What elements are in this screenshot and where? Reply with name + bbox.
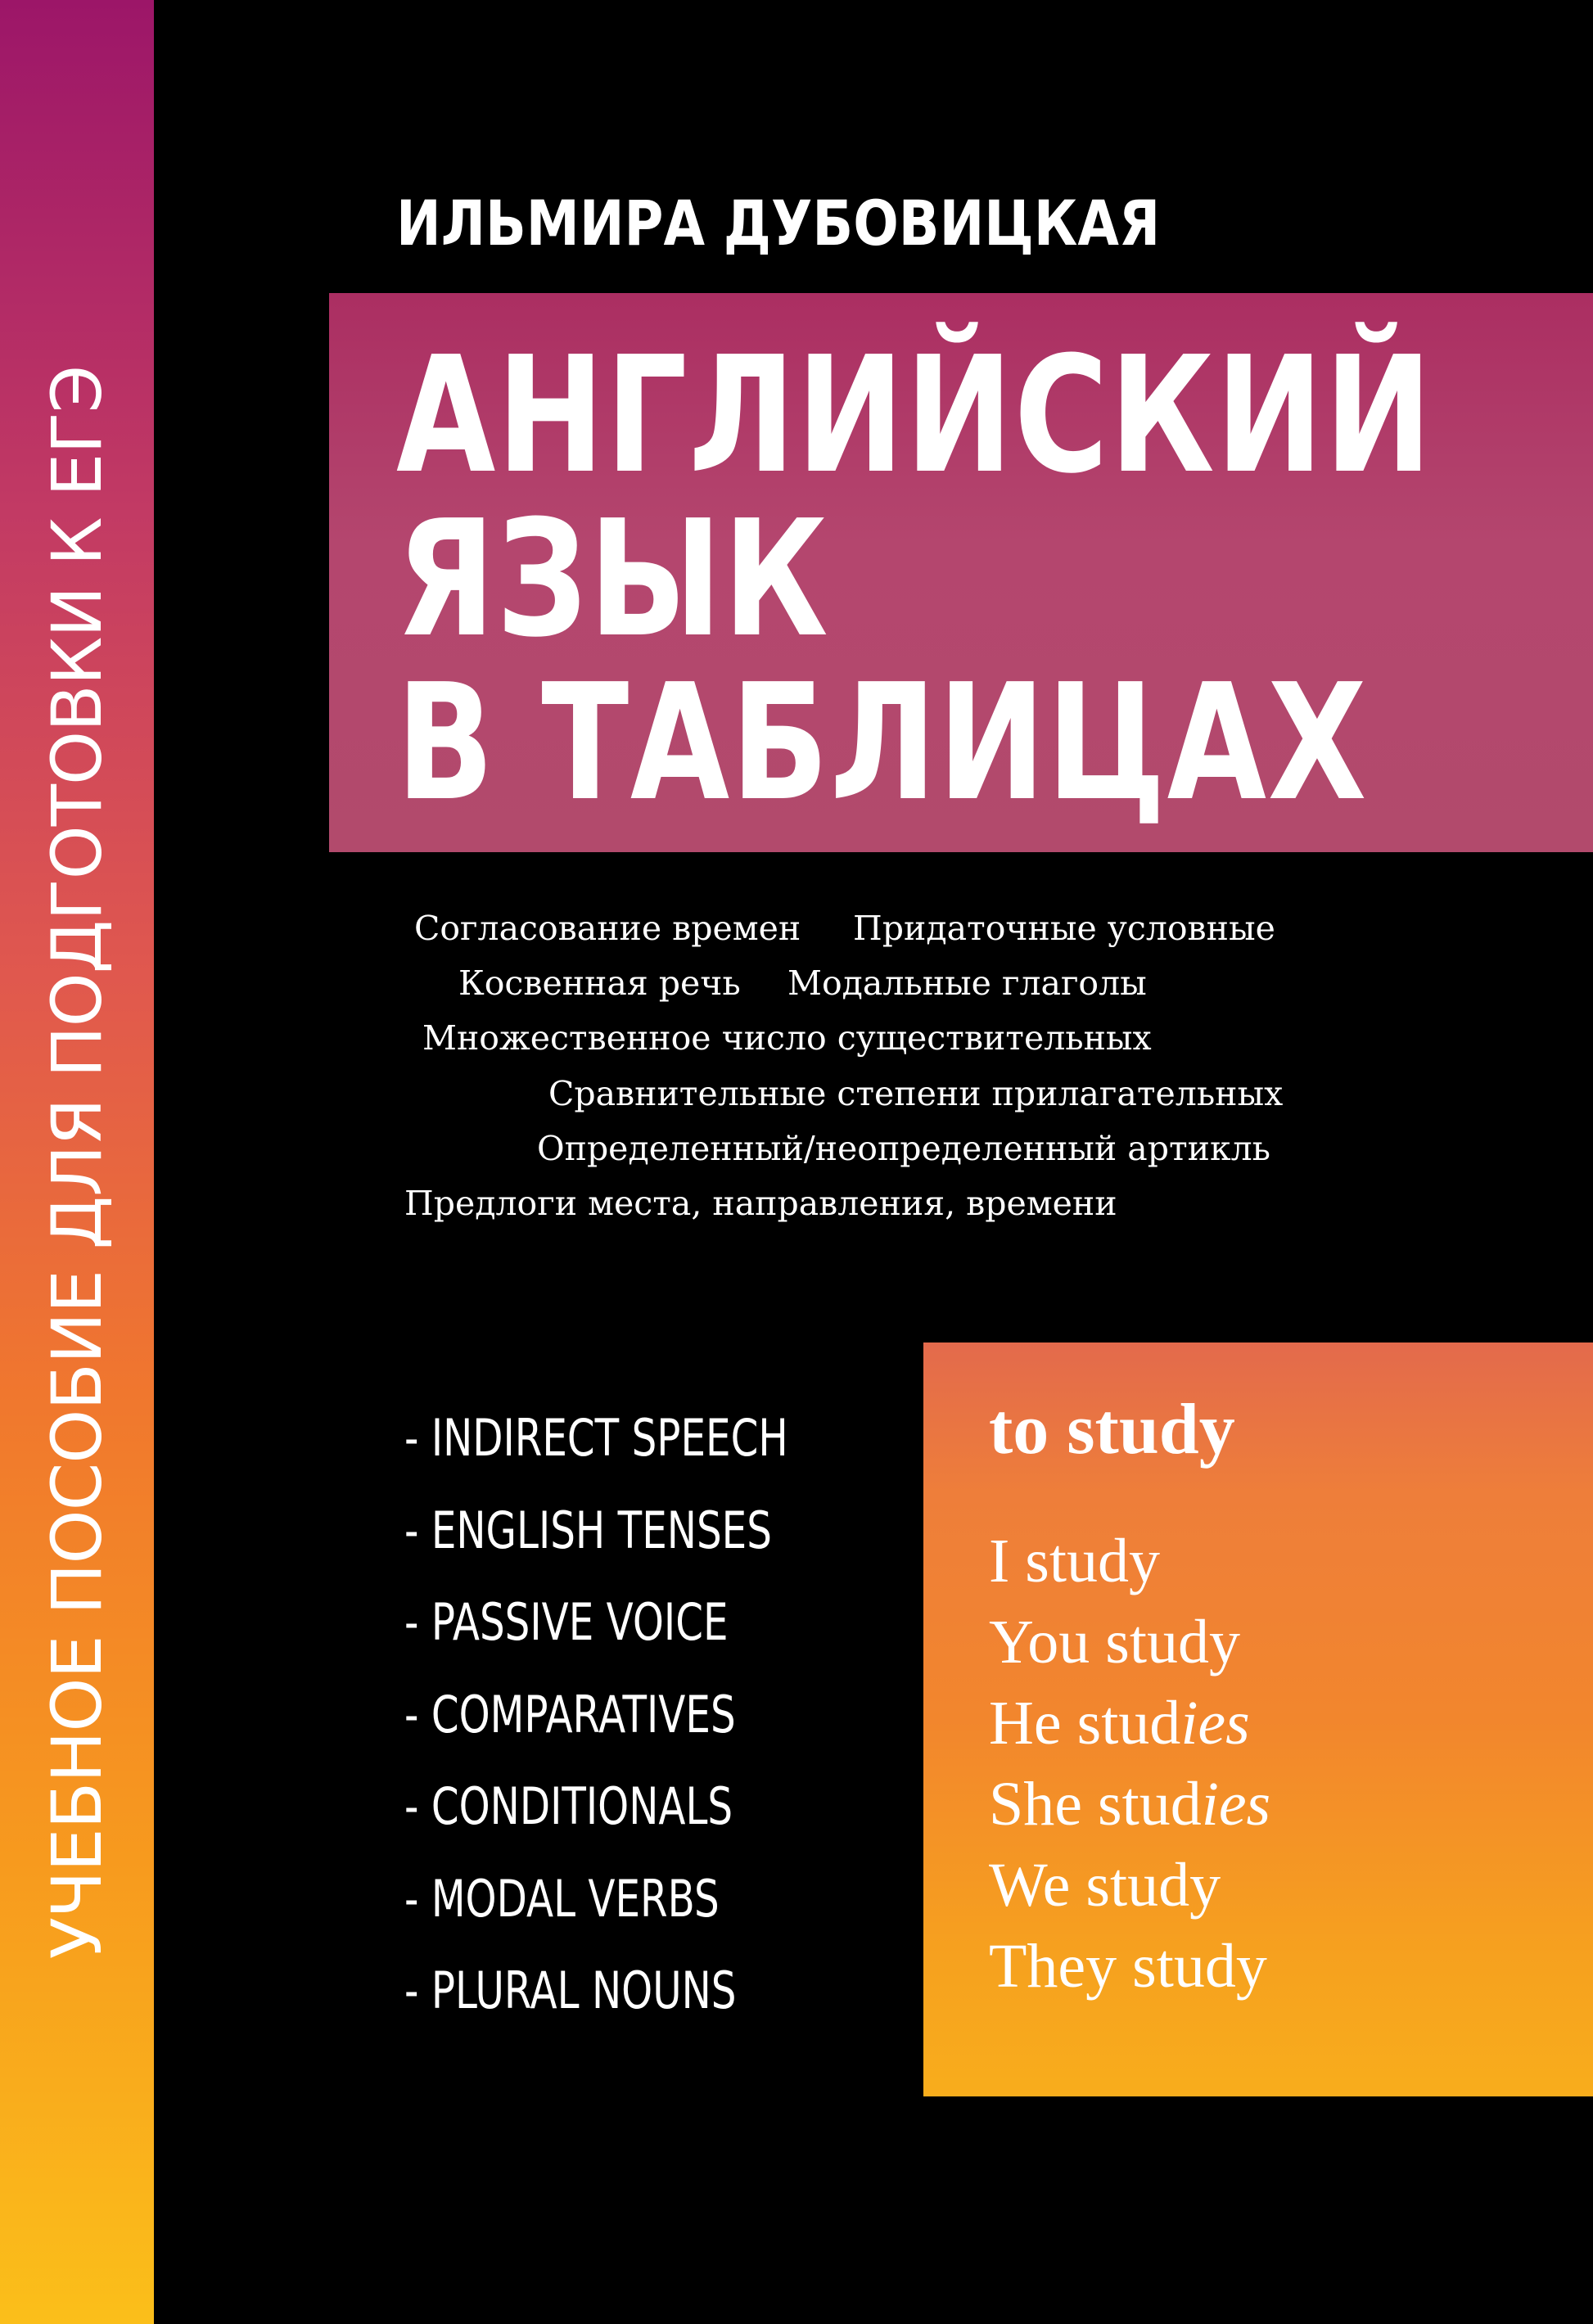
topic-item: Модальные глаголы [787, 963, 1147, 1003]
conjugation-line: She studies [989, 1770, 1271, 1839]
bullet-item: - PLURAL NOUNS [404, 1961, 737, 2020]
bullet-item: - CONDITIONALS [404, 1776, 733, 1836]
author-name: ИЛЬМИРА ДУБОВИЦКАЯ [396, 187, 1161, 259]
conjugation-line: We study [989, 1851, 1221, 1920]
topic-item: Сравнительные степени прилагательных [548, 1074, 1284, 1113]
conjugation-line: I study [989, 1527, 1160, 1595]
verb-conjugation-box [923, 1343, 1593, 2096]
topic-item: Согласование времен [414, 909, 801, 948]
spine-strip [0, 0, 154, 2324]
topic-item: Множественное число существительных [422, 1018, 1152, 1058]
verb-title: to study [989, 1390, 1235, 1469]
bullet-item: - PASSIVE VOICE [404, 1592, 729, 1652]
title-line-1: АНГЛИЙСКИЙ [396, 323, 1433, 509]
topic-item: Предлоги места, направления, времени [404, 1184, 1117, 1223]
topic-item: Определенный/неопределенный артикль [537, 1129, 1270, 1168]
conjugation-line: They study [989, 1932, 1267, 2001]
title-line-2: ЯЗЫК [396, 486, 830, 673]
title-block [329, 293, 1593, 852]
spine-subtitle: УЧЕБНОЕ ПОСОБИЕ ДЛЯ ПОДГОТОВКИ К ЕГЭ [37, 365, 117, 1960]
bullet-item: - INDIRECT SPEECH [404, 1408, 788, 1468]
topic-item: Косвенная речь [458, 963, 741, 1003]
conjugation-line: You study [989, 1608, 1240, 1676]
topic-item: Придаточные условные [853, 909, 1275, 948]
conjugation-line: He studies [989, 1689, 1250, 1758]
bullet-item: - ENGLISH TENSES [404, 1500, 772, 1560]
bullet-item: - COMPARATIVES [404, 1685, 736, 1744]
bullet-item: - MODAL VERBS [404, 1869, 720, 1929]
title-line-3: В ТАБЛИЦАХ [396, 650, 1369, 837]
